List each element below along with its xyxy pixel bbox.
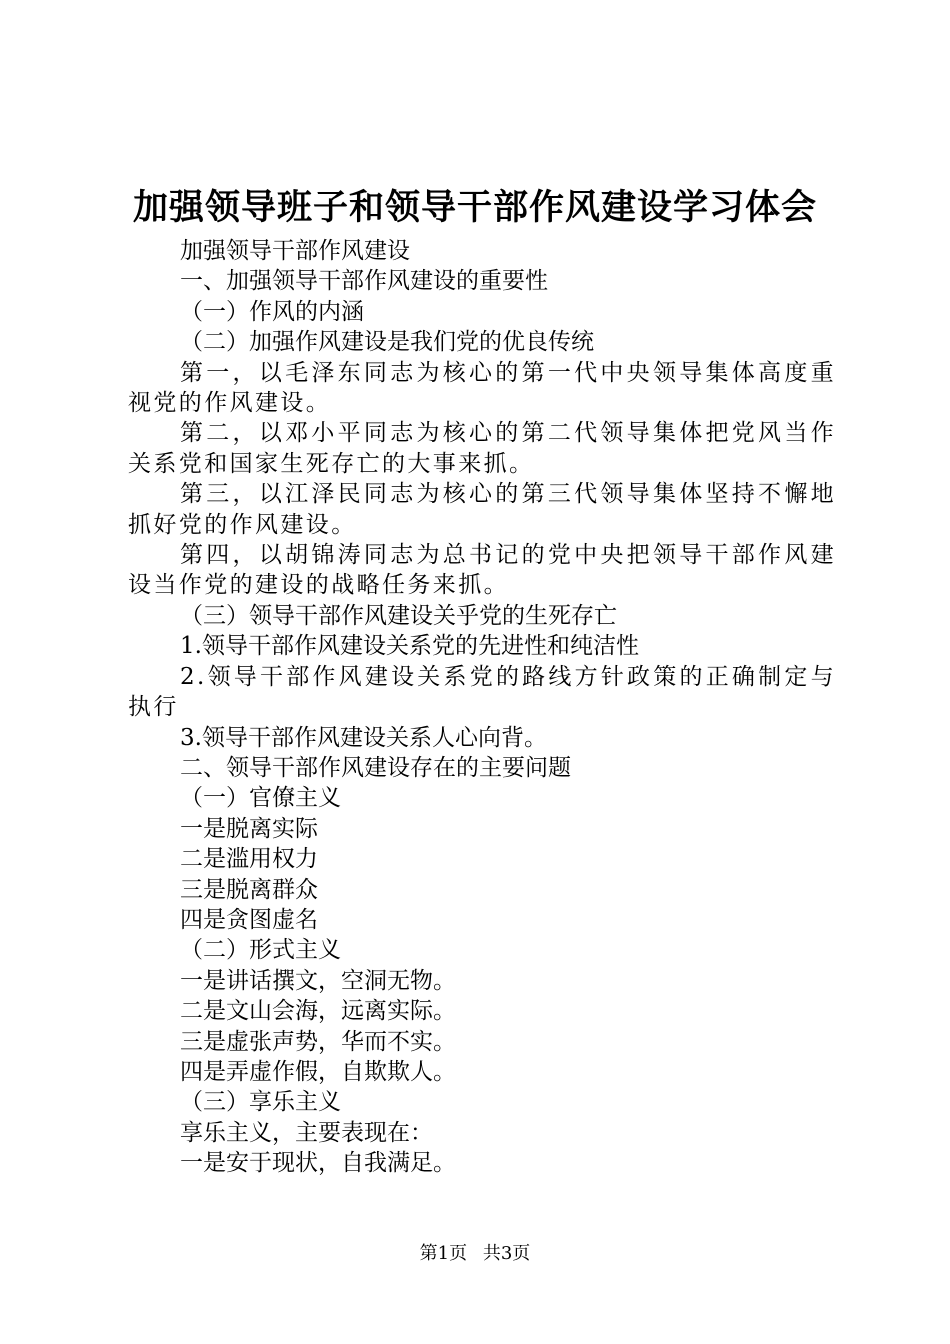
list-item: 一是安于现状，自我满足。 <box>180 1150 456 1177</box>
list-item: 2.领导干部作风建设关系党的路线方针政策的正确制定与执行 <box>128 663 836 721</box>
list-item: 三是虚张声势，华而不实。 <box>180 1028 456 1055</box>
list-item: 四是贪图虚名 <box>180 906 318 933</box>
list-item: 二是滥用权力 <box>180 846 318 873</box>
page-total: 共3页 <box>482 1243 531 1264</box>
page-footer <box>0 1241 950 1267</box>
list-item: 三是脱离群众 <box>180 876 318 903</box>
list-item: 1.领导干部作风建设关系党的先进性和纯洁性 <box>180 633 639 660</box>
list-item: 3.领导干部作风建设关系人心向背。 <box>180 724 547 751</box>
page-number: 第1页 <box>419 1243 468 1264</box>
subsection-heading: （三）享乐主义 <box>180 1089 341 1116</box>
subsection-heading: （二）加强作风建设是我们党的优良传统 <box>180 329 594 356</box>
paragraph: 第四，以胡锦涛同志为总书记的党中央把领导干部作风建设当作党的建设的战略任务来抓。 <box>128 542 836 599</box>
subsection-heading: （三）领导干部作风建设关乎党的生死存亡 <box>180 602 617 629</box>
section-heading: 二、领导干部作风建设存在的主要问题 <box>180 754 571 781</box>
subsection-heading: （一）作风的内涵 <box>180 298 364 325</box>
paragraph: 第三，以江泽民同志为核心的第三代领导集体坚持不懈地抓好党的作风建设。 <box>128 481 836 538</box>
document-body <box>128 236 836 1179</box>
list-item: 一是脱离实际 <box>180 815 318 842</box>
list-item: 四是弄虚作假，自欺欺人。 <box>180 1058 456 1085</box>
subsection-heading: （一）官僚主义 <box>180 785 341 812</box>
paragraph: 第一，以毛泽东同志为核心的第一代中央领导集体高度重视党的作风建设。 <box>128 359 836 417</box>
paragraph: 加强领导干部作风建设 <box>180 238 410 264</box>
section-heading: 一、加强领导干部作风建设的重要性 <box>180 268 548 295</box>
list-item: 二是文山会海，远离实际。 <box>180 998 456 1025</box>
list-item: 一是讲话撰文，空洞无物。 <box>180 967 456 994</box>
paragraph: 享乐主义，主要表现在： <box>180 1119 433 1146</box>
subsection-heading: （二）形式主义 <box>180 937 341 964</box>
paragraph: 第二，以邓小平同志为核心的第二代领导集体把党风当作关系党和国家生死存亡的大事来抓。 <box>128 420 836 477</box>
document-title: 加强领导班子和领导干部作风建设学习体会 <box>132 187 817 228</box>
